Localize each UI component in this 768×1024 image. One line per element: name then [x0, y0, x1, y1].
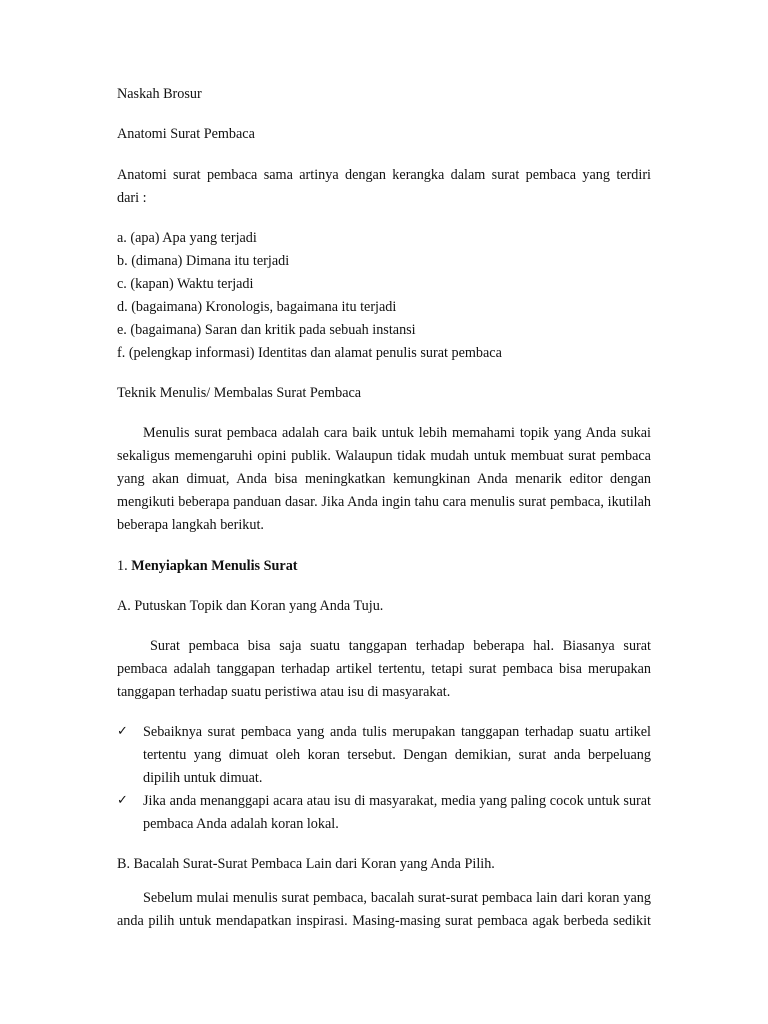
paragraph-line: yang akan dimuat, Anda bisa meningkatkan kemungkinan Anda menarik editor dengan — [117, 471, 651, 487]
anatomy-list-item: b. (dimana) Dimana itu terjadi — [117, 253, 290, 269]
intro-line: Anatomi surat pembaca sama artinya dengan kerangka dalam surat pembaca yang terdiri — [117, 167, 651, 183]
section-heading-teknik: Teknik Menulis/ Membalas Surat Pembaca — [117, 385, 362, 401]
anatomy-list-item: d. (bagaimana) Kronologis, bagaimana itu terjadi — [117, 299, 397, 315]
bullet-line: Sebaiknya surat pembaca yang anda tulis merupakan tanggapan terhadap suatu artikel — [143, 724, 651, 740]
anatomy-list-item: f. (pelengkap informasi) Identitas dan alamat penulis surat pembaca — [117, 345, 502, 361]
section-heading-anatomi: Anatomi Surat Pembaca — [117, 126, 255, 142]
intro-line: dari : — [117, 190, 147, 206]
paragraph-line: pembaca adalah tanggapan terhadap artikel tertentu, tetapi surat pembaca bisa merupakan — [117, 661, 651, 677]
anatomy-list-item: a. (apa) Apa yang terjadi — [117, 230, 257, 246]
anatomy-list-item: e. (bagaimana) Saran dan kritik pada sebuah instansi — [117, 322, 416, 338]
subheading-a: A. Putuskan Topik dan Koran yang Anda Tuju. — [117, 598, 384, 614]
subheading-b: B. Bacalah Surat-Surat Pembaca Lain dari Koran yang Anda Pilih. — [117, 856, 495, 872]
bullet-line: pembaca Anda adalah koran lokal. — [143, 816, 339, 832]
anatomy-list-item: c. (kapan) Waktu terjadi — [117, 276, 254, 292]
paragraph-line: Surat pembaca bisa saja suatu tanggapan terhadap beberapa hal. Biasanya surat — [150, 638, 651, 654]
paragraph-line: Menulis surat pembaca adalah cara baik untuk lebih memahami topik yang Anda sukai — [143, 425, 651, 441]
checkmark-icon: ✓ — [117, 793, 128, 808]
step-title: Menyiapkan Menulis Surat — [131, 558, 298, 574]
paragraph-line: tanggapan terhadap suatu peristiwa atau isu di masyarakat. — [117, 684, 451, 700]
paragraph-line: beberapa langkah berikut. — [117, 517, 264, 533]
paragraph-line: sekaligus memengaruhi opini publik. Walaupun tidak mudah untuk membuat surat pembaca — [117, 448, 651, 464]
paragraph-line: Sebelum mulai menulis surat pembaca, bacalah surat-surat pembaca lain dari koran yang — [143, 890, 651, 906]
paragraph-line: anda pilih untuk mendapatkan inspirasi. Masing-masing surat pembaca agak berbeda sedikit — [117, 913, 651, 929]
document-title: Naskah Brosur — [117, 86, 202, 102]
step-heading — [117, 558, 298, 575]
paragraph-line: mengikuti beberapa panduan dasar. Jika Anda ingin tahu cara menulis surat pembaca, ikutilah — [117, 494, 651, 510]
bullet-line: tertentu yang dimuat oleh koran tersebut. Dengan demikian, surat anda berpeluang — [143, 747, 651, 763]
bullet-line: Jika anda menanggapi acara atau isu di masyarakat, media yang paling cocok untuk surat — [143, 793, 651, 809]
step-number: 1. — [117, 558, 128, 574]
checkmark-icon: ✓ — [117, 724, 128, 739]
bullet-line: dipilih untuk dimuat. — [143, 770, 263, 786]
